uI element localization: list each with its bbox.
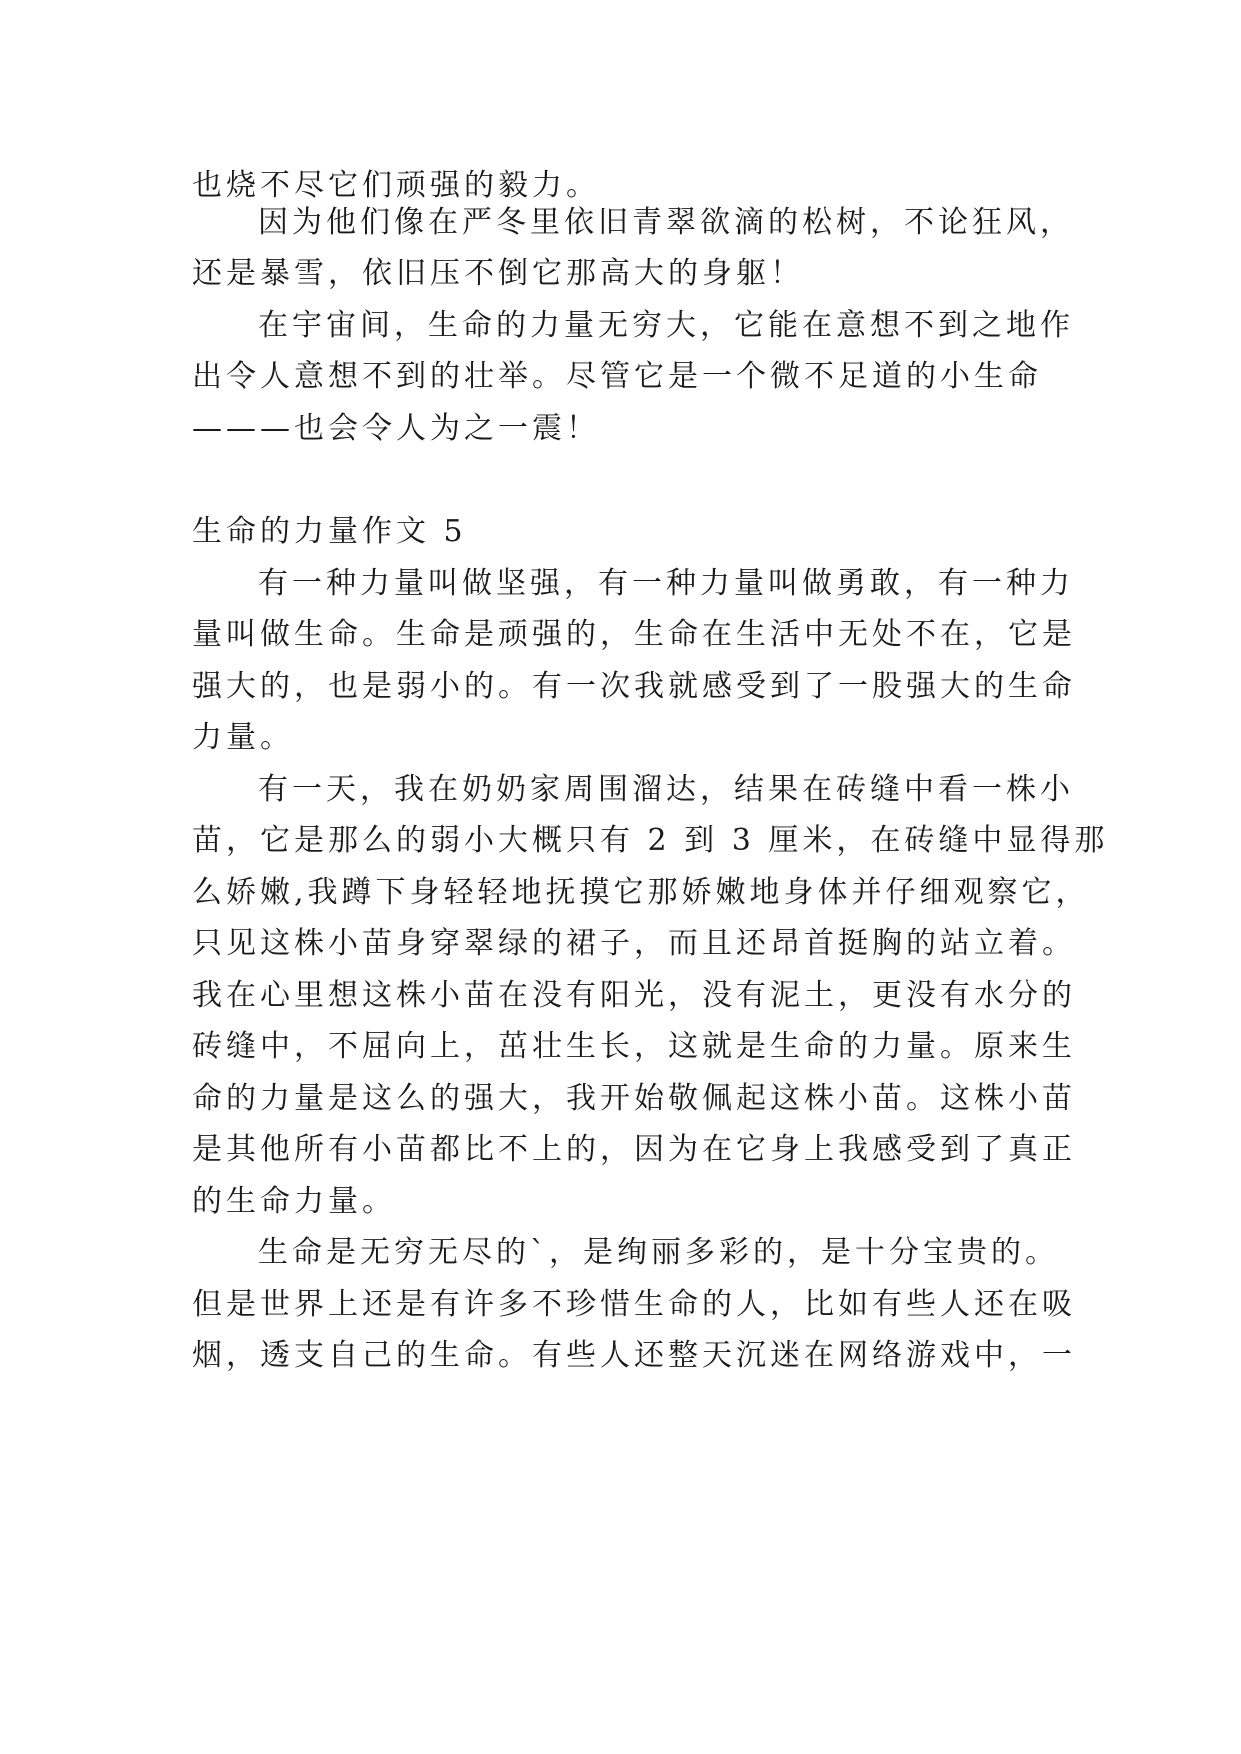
text-line: 生命是无穷无尽的`，是绚丽多彩的，是十分宝贵的。 [258,1235,1059,1270]
text-line: 我在心里想这株小苗在没有阳光，没有泥土，更没有水分的 [192,978,1076,1013]
text-line: 的生命力量。 [192,1184,396,1219]
text-line: 是其他所有小苗都比不上的，因为在它身上我感受到了真正 [192,1132,1076,1167]
text-line: 也烧不尽它们顽强的毅力。 [192,168,600,203]
text-line: 有一种力量叫做坚强，有一种力量叫做勇敢，有一种力 [258,566,1074,601]
text-line: 在宇宙间，生命的力量无穷大，它能在意想不到之地作 [258,308,1074,343]
text-line: 命的力量是这么的强大，我开始敬佩起这株小苗。这株小苗 [192,1081,1076,1116]
text-line: 有一天，我在奶奶家周围溜达，结果在砖缝中看一株小 [258,772,1074,807]
text-line: 只见这株小苗身穿翠绿的裙子，而且还昂首挺胸的站立着。 [192,926,1076,961]
text-line: 但是世界上还是有许多不珍惜生命的人，比如有些人还在吸 [192,1287,1076,1322]
text-line: ———也会令人为之一震！ [192,411,600,446]
text-line: 出令人意想不到的壮举。尽管它是一个微不足道的小生命 [192,359,1042,394]
text-line: 强大的，也是弱小的。有一次我就感受到了一股强大的生命 [192,669,1076,704]
text-line: 力量。 [192,720,294,755]
section-heading: 生命的力量作文 5 [192,514,467,549]
text-line: 因为他们像在严冬里依旧青翠欲滴的松树，不论狂风， [258,205,1074,240]
text-line: 苗，它是那么的弱小大概只有 2 到 3 厘米，在砖缝中显得那 [192,823,1109,858]
text-line: 么娇嫩,我蹲下身轻轻地抚摸它那娇嫩地身体并仔细观察它， [192,875,1090,910]
text-line: 量叫做生命。生命是顽强的，生命在生活中无处不在，它是 [192,617,1076,652]
text-line: 还是暴雪，依旧压不倒它那高大的身躯！ [192,256,804,291]
text-line: 烟，透支自己的生命。有些人还整天沉迷在网络游戏中，一 [192,1338,1076,1373]
text-line: 砖缝中，不屈向上，茁壮生长，这就是生命的力量。原来生 [192,1029,1076,1064]
